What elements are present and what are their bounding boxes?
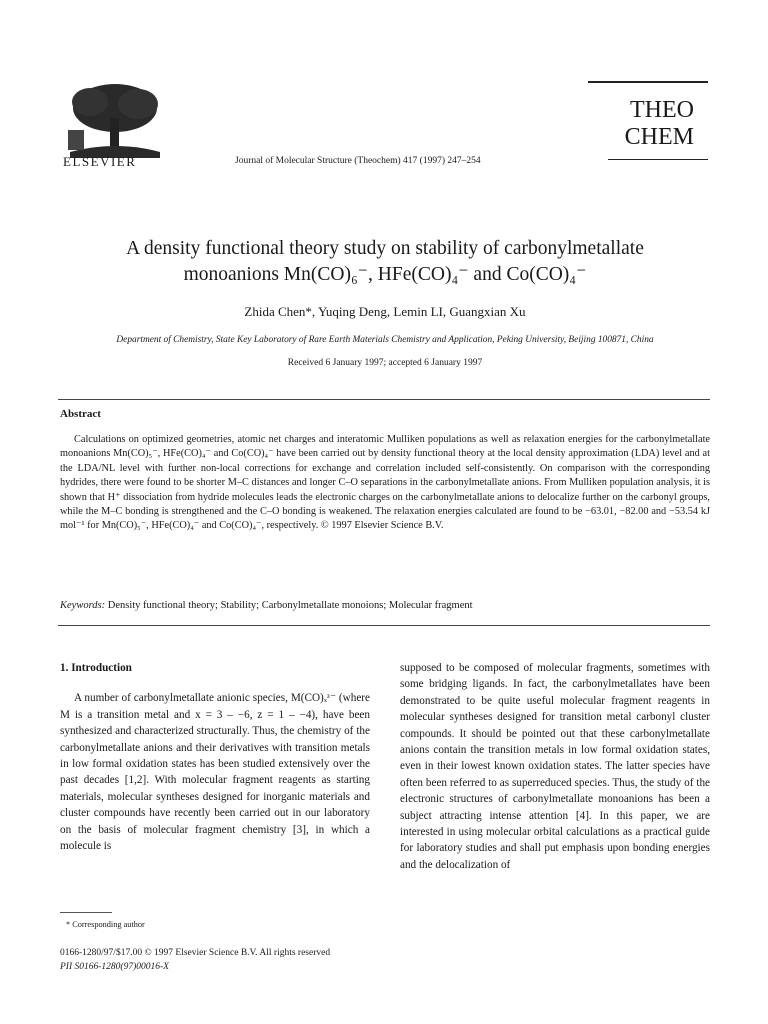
abstract-top-rule (58, 399, 710, 400)
intro-paragraph-left: A number of carbonylmetallate anionic species, M(CO)ₓᶻ⁻ (where M is a transition metal and x = 3 – −6, z = 1 – −4), have been synthesized and characterized structurally. Thus, the chemistry of the carbonylmetallate anions and their derivatives with transition metals in low formal oxidation states has been studied extensively over the past decades [1,2]. With molecular fragment reagents as starting materials, molecular syntheses designed for inorganic materials and cluster compounds have recently been carried out in our laboratory on the basis of molecular fragment chemistry [3], in which a molecule is (60, 692, 370, 853)
brand-line-1: THEO (630, 96, 694, 123)
pii-line: PII S0166-1280(97)00016-X (60, 962, 169, 972)
abstract-body: Calculations on optimized geometries, atomic net charges and interatomic Mulliken populations as well as relaxation energies for the carbonylmetallate monoanions Mn(CO)₅⁻, HFe(CO)₄⁻ and Co(CO)₄⁻ have been carried out by density functional theory at the local density approximation (LDA) level and at the LDA/NL level with further non-local corrections for exchange and correlation included self-consistently. On comparison with the corresponding hydrides, there were found to be shorter M–C distances and longer C–O separations in the carbonylmetallate anions. From Mulliken population analysis, it is shown that H⁺ dissociation from hydride molecules leads the electronic charges on the carbonylmetallate anions to delocalize further on the carbonyl groups, while the M–C bonding is strengthened and the C–O bonding is weakened. The relaxation energies calculated are found to be −63.01, −82.00 and −53.54 kJ mol⁻¹ for Mn(CO)₅⁻, HFe(CO)₄⁻ and Co(CO)₄⁻, respectively. © 1997 Elsevier Science B.V. (60, 434, 710, 532)
journal-reference: Journal of Molecular Structure (Theochem) 417 (1997) 247–254 (235, 156, 481, 166)
brand-top-rule (588, 81, 708, 83)
keywords (60, 600, 473, 611)
received-dates: Received 6 January 1997; accepted 6 January 1997 (287, 358, 483, 368)
brand-line-2: CHEM (624, 123, 694, 150)
copyright-line: 0166-1280/97/$17.00 © 1997 Elsevier Science B.V. All rights reserved (60, 948, 331, 958)
footnote-rule (60, 912, 112, 913)
brand-bottom-rule (608, 159, 708, 160)
article-title (40, 236, 730, 288)
publisher-name: ELSEVIER (63, 154, 137, 169)
title-line-2: monoanions Mn(CO)₆⁻, HFe(CO)₄⁻ and Co(CO)₄⁻ (183, 264, 587, 285)
affiliation: Department of Chemistry, State Key Laboratory of Rare Earth Materials Chemistry and Application, Peking University, Beijing 100871, China (116, 335, 654, 345)
title-line-1: A density functional theory study on stability of carbonylmetallate (126, 238, 644, 259)
keywords-label: Keywords: (60, 600, 106, 611)
theochem-brand (588, 81, 708, 160)
copyright-footer (60, 946, 330, 974)
intro-paragraph-right: supposed to be composed of molecular fragments, sometimes with some bridging ligands. In fact, the carbonylmetallates have been demonstrated to be quite useful molecular fragment reagents in molecular syntheses designed for transition metal carbonyl cluster compounds. It should be pointed out that these carbonylmetallate anions contain the transition metals in low formal oxidation states, even in their lowest known oxidation states. The latter species have often been referred to as superreduced species. Thus, the study of the electronic structures of carbonylmetallate monoanions has been a subject attracting intense attention [4]. In this paper, we are interested in using molecular orbital calculations as a practical guide for laboratory studies and shall put emphasis upon bonding energies and the delocalization of (400, 662, 710, 871)
keywords-text: Density functional theory; Stability; Carbonylmetallate monoions; Molecular fragment (107, 600, 473, 611)
author-list: Zhida Chen*, Yuqing Deng, Lemin LI, Guangxian Xu (244, 304, 526, 319)
abstract-bottom-rule (58, 625, 710, 626)
footnote-corresponding-author: * Corresponding author (66, 920, 145, 929)
abstract-heading: Abstract (60, 408, 101, 420)
elsevier-tree-logo (60, 80, 170, 158)
right-column (400, 660, 710, 873)
left-column (60, 660, 370, 854)
section-heading-introduction: 1. Introduction (60, 662, 132, 674)
